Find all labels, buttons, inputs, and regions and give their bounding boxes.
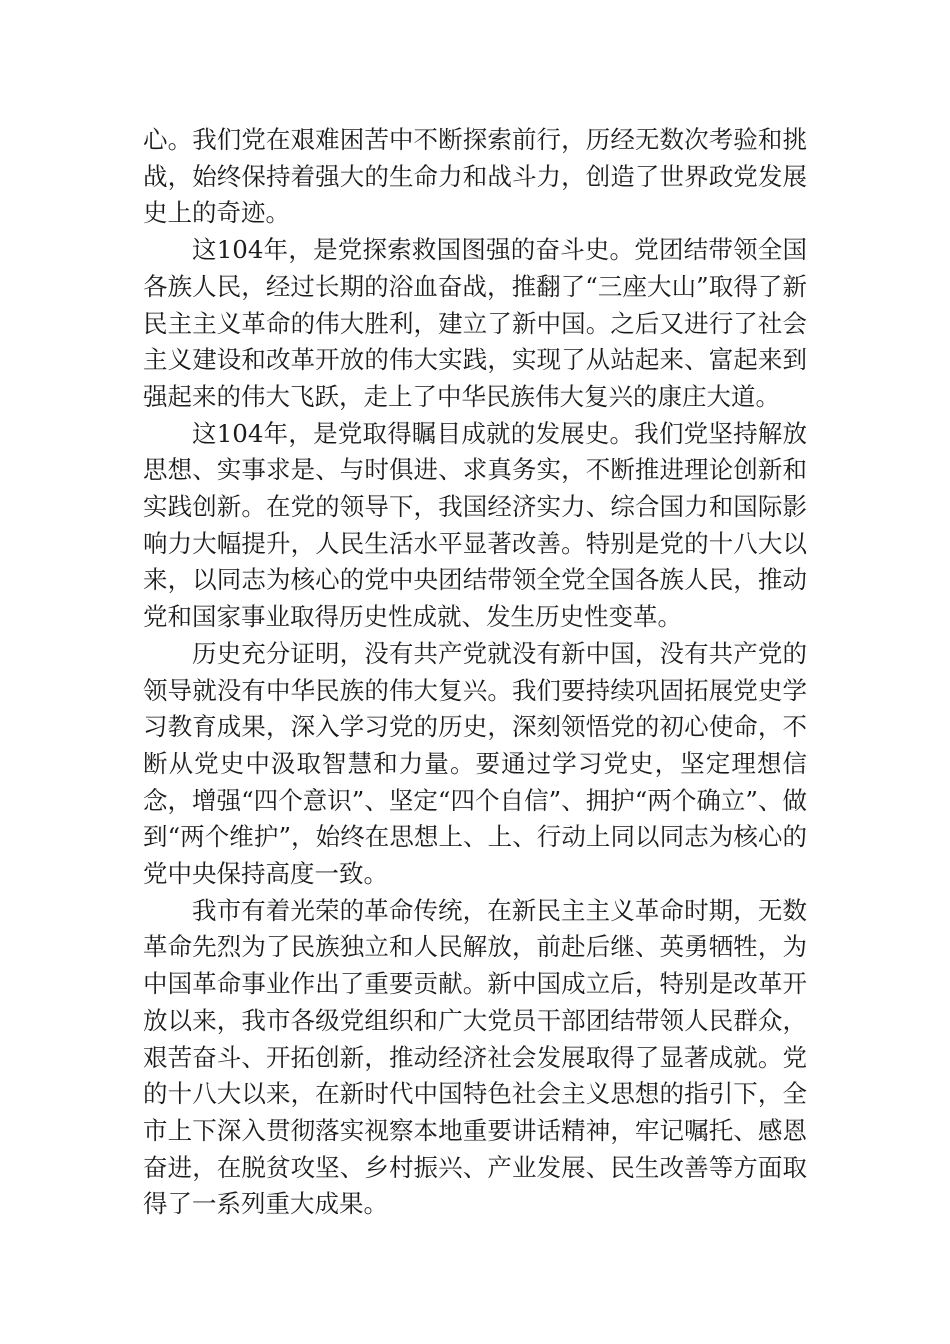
document-body xyxy=(143,122,807,1223)
paragraph-history-proves: 历史充分证明，没有共产党就没有新中国，没有共产党的领导就没有中华民族的伟大复兴。我们要持续巩固拓展党史学习教育成果，深入学习党的历史，深刻领悟党的初心使命，不断从党史中汲取智慧和力量。要通过学习党史，坚定理想信念，增强“四个意识”、坚定“四个自信”、拥护“两个确立”、做到“两个维护”，始终在思想上、上、行动上同以同志为核心的党中央保持高度一致。 xyxy=(143,638,807,889)
paragraph-continuation: 心。我们党在艰难困苦中不断探索前行，历经无数次考验和挑战，始终保持着强大的生命力和战斗力，创造了世界政党发展史上的奇迹。 xyxy=(143,125,807,228)
paragraph-city-tradition: 我市有着光荣的革命传统，在新民主主义革命时期，无数革命先烈为了民族独立和人民解放，前赴后继、英勇牺牲，为中国革命事业作出了重要贡献。新中国成立后，特别是改革开放以来，我市各级党组织和广大党员干部团结带领人民群众，艰苦奋斗、开拓创新，推动经济社会发展取得了显著成就。党的十八大以来，在新时代中国特色社会主义思想的指引下，全市上下深入贯彻落实视察本地重要讲话精神，牢记嘱托、感恩奋进，在脱贫攻坚、乡村振兴、产业发展、民生改善等方面取得了一系列重大成果。 xyxy=(143,895,807,1219)
paragraph-achievement-history: 这104年，是党取得瞩目成就的发展史。我们党坚持解放思想、实事求是、与时俱进、求真务实，不断推进理论创新和实践创新。在党的领导下，我国经济实力、综合国力和国际影响力大幅提升，人民生活水平显著改善。特别是党的十八大以来，以同志为核心的党中央团结带领全党全国各族人民，推动党和国家事业取得历史性成就、发生历史性变革。 xyxy=(143,418,807,632)
paragraph-struggle-history: 这104年，是党探索救国图强的奋斗史。党团结带领全国各族人民，经过长期的浴血奋战，推翻了“三座大山”取得了新民主主义革命的伟大胜利，建立了新中国。之后又进行了社会主义建设和改革开放的伟大实践，实现了从站起来、富起来到强起来的伟大飞跃，走上了中华民族伟大复兴的康庄大道。 xyxy=(143,235,807,411)
